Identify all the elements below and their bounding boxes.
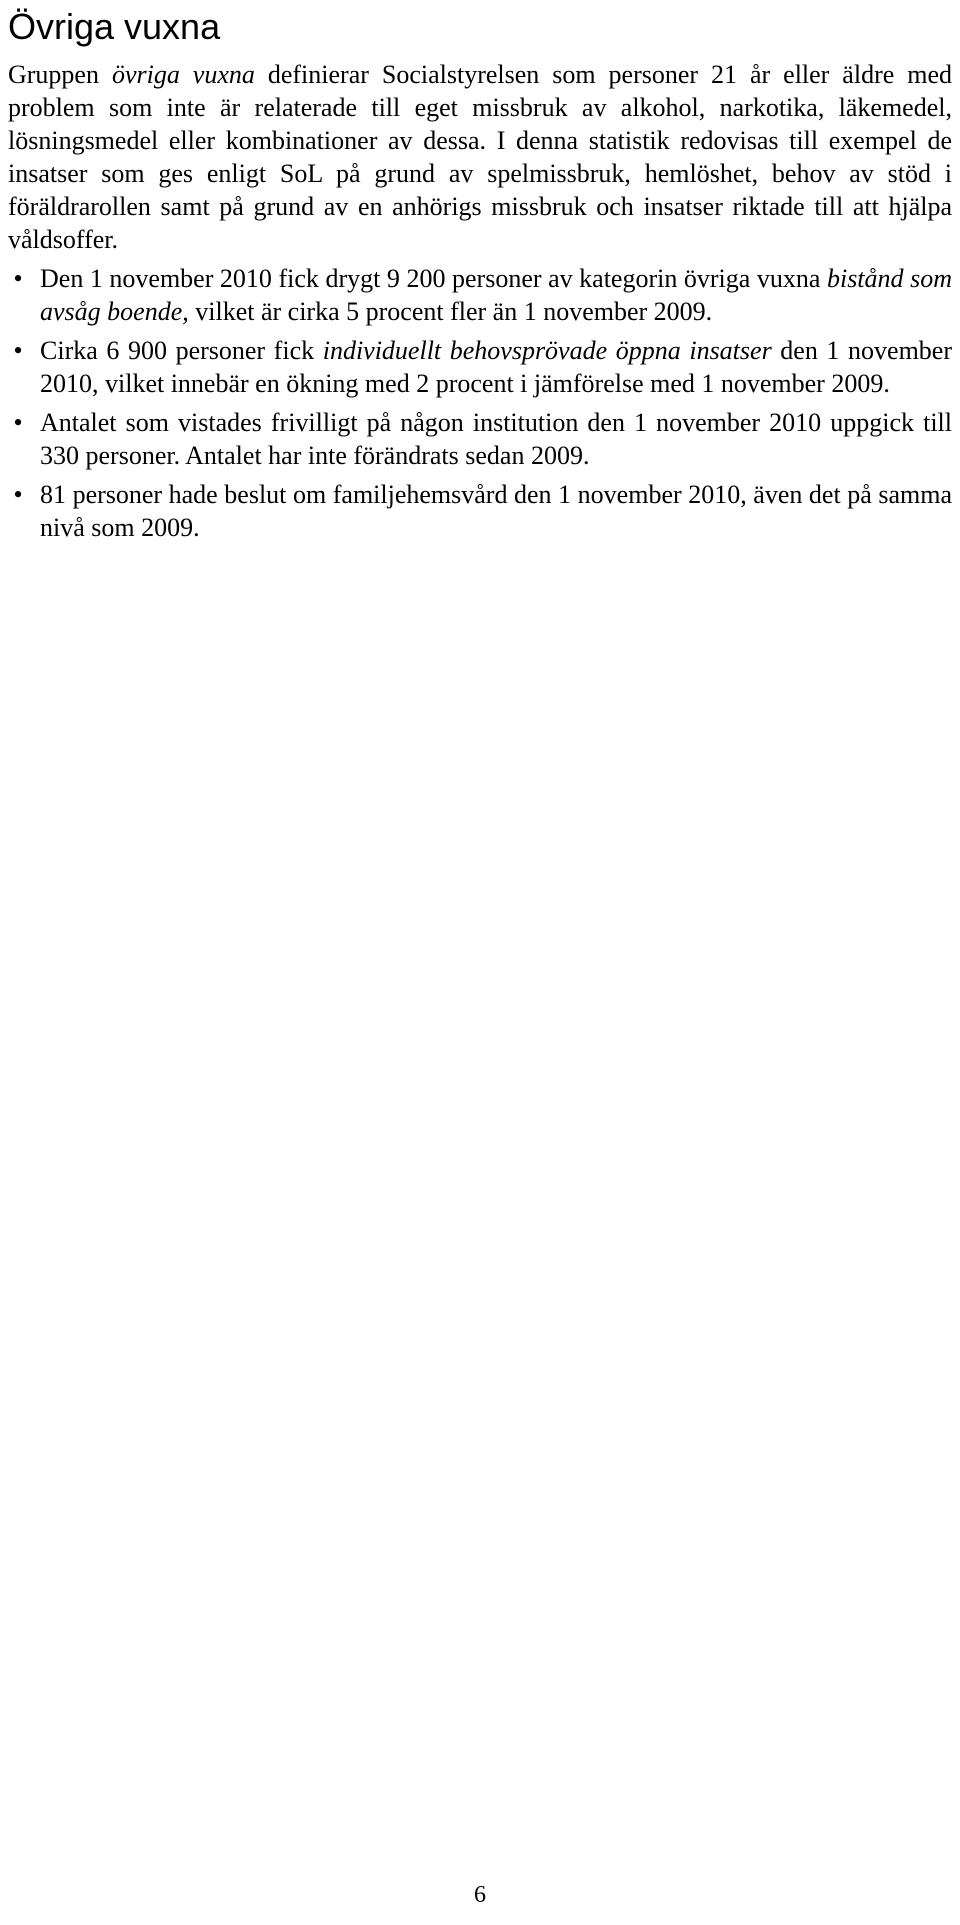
intro-italic-term: övriga vuxna xyxy=(111,60,255,89)
bullet-icon: • xyxy=(13,264,23,293)
bullet-icon: • xyxy=(13,480,23,509)
page-number: 6 xyxy=(474,1882,486,1908)
list-item-text: den 1 november 2010, vilket innebär en ökning med 2 procent i jämförelse med 1 november 2009. xyxy=(40,336,952,398)
intro-paragraph xyxy=(8,58,952,256)
list-item-text: vilket är cirka 5 procent fler än 1 november 2009. xyxy=(188,297,713,326)
list-item xyxy=(8,262,952,328)
intro-text-1: Gruppen xyxy=(8,60,112,89)
list-item-text: Den 1 november 2010 fick drygt 9 200 personer av kategorin övriga vuxna xyxy=(40,264,827,293)
list-item-text: Cirka 6 900 personer fick xyxy=(40,336,323,365)
list-item-text: 81 personer hade beslut om familjehemsvård den 1 november 2010, även det på samma nivå som 2009. xyxy=(40,480,952,542)
list-item-italic: individuellt behovsprövade öppna insatser xyxy=(322,336,772,365)
section-heading: Övriga vuxna xyxy=(8,6,221,47)
bullet-icon: • xyxy=(13,336,23,365)
bullet-icon: • xyxy=(13,408,23,437)
list-item-italic: bistånd som avsåg boende, xyxy=(40,264,952,326)
intro-text-2: definierar Socialstyrelsen som personer 21 år eller äldre med problem som inte är relaterade till eget missbruk av alkohol, narkotika, läkemedel, lösningsmedel eller kombinationer av dessa. I denna statistik redovisas till exempel de insatser som ges enligt SoL på grund av spelmissbruk, hemlöshet, behov av stöd i föräldrarollen samt på grund av en anhörigs missbruk och insatser riktade till att hjälpa våldsoffer. xyxy=(8,60,953,254)
list-item-text: Antalet som vistades frivilligt på någon institution den 1 november 2010 uppgick till 330 personer. Antalet har inte förändrats sedan 2009. xyxy=(40,408,952,470)
document-page xyxy=(8,0,952,550)
list-item xyxy=(8,406,952,472)
bullet-list xyxy=(8,262,952,544)
list-item xyxy=(8,334,952,400)
list-item xyxy=(8,478,952,544)
